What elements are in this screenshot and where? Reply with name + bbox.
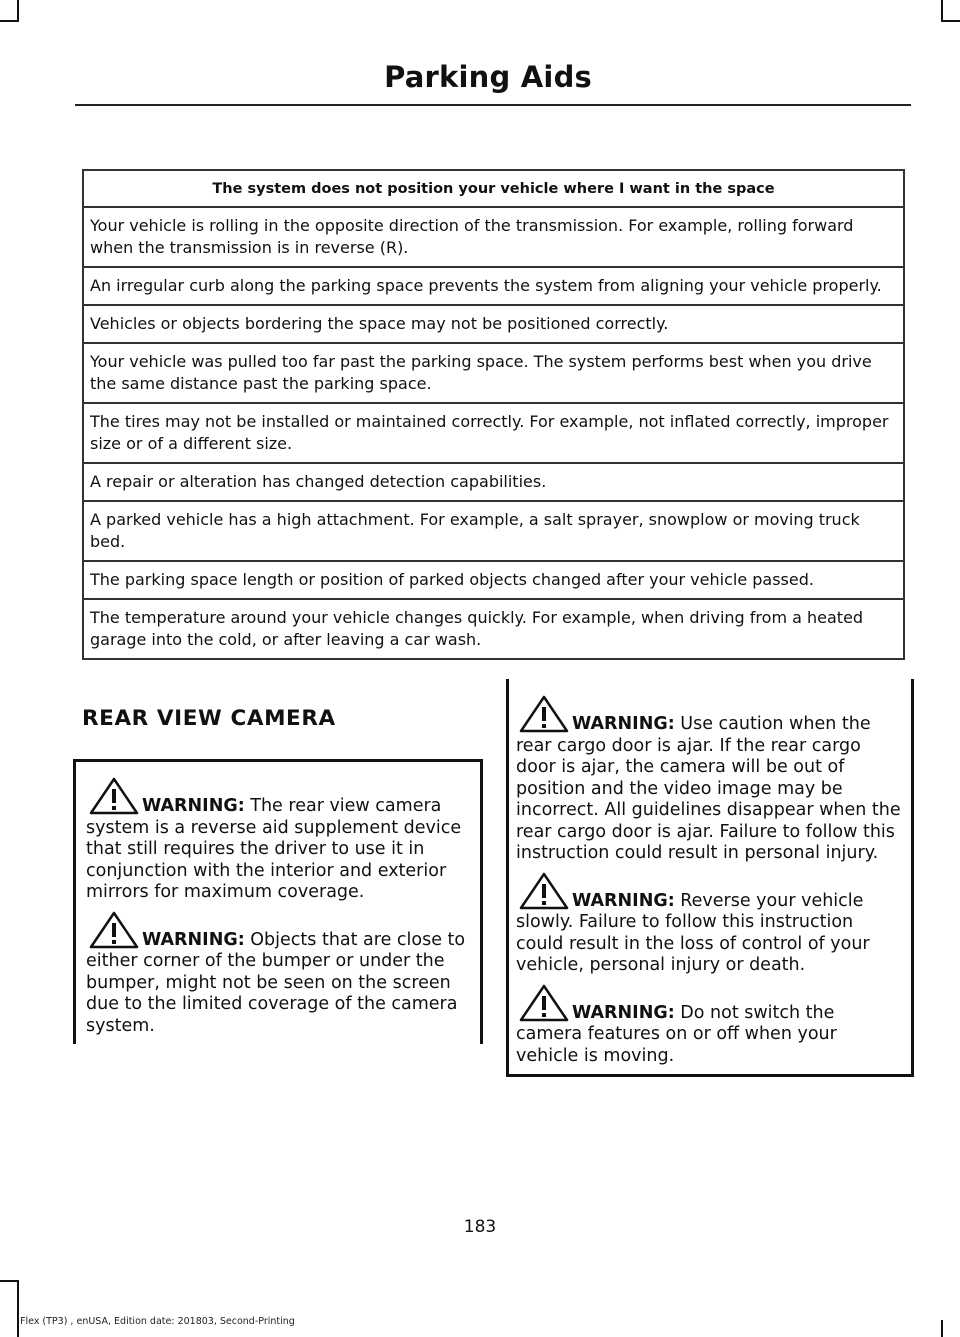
table-cell: The tires may not be installed or maintained correctly. For example, not inflated correctly, improper size or of a different size. xyxy=(83,403,904,463)
warning-triangle-icon xyxy=(518,694,570,734)
warning-text: Reverse your vehicle slowly. Failure to follow this instruction could result in the loss of control of your vehicle, personal injury or death. xyxy=(516,890,870,975)
table-cell: The temperature around your vehicle changes quickly. For example, when driving from a heated garage into the cold, or after leaving a car wash. xyxy=(83,599,904,659)
table-row xyxy=(83,207,904,267)
table-cell: Your vehicle was pulled too far past the parking space. The system performs best when you drive the same distance past the parking space. xyxy=(83,343,904,403)
table-row xyxy=(83,561,904,599)
warning-text: Use caution when the rear cargo door is ajar. If the rear cargo door is ajar, the camera will be out of position and the video image may be incorrect. All guidelines disappear when the rear cargo door is ajar. Failure to follow this instruction could result in personal injury. xyxy=(516,714,901,863)
warning-triangle-icon xyxy=(88,910,140,950)
table-row xyxy=(83,501,904,561)
warning-label: WARNING: xyxy=(142,796,245,816)
warning-label: WARNING: xyxy=(572,714,675,734)
crop-mark-top-left-h xyxy=(0,20,19,22)
table-row xyxy=(83,403,904,463)
warning-triangle-icon xyxy=(518,871,570,911)
table-cell: An irregular curb along the parking space prevents the system from aligning your vehicle properly. xyxy=(83,267,904,305)
warning-item xyxy=(516,1003,903,1068)
table-cell: Your vehicle is rolling in the opposite direction of the transmission. For example, rolling forward when the transmission is in reverse (R). xyxy=(83,207,904,267)
table-cell: Vehicles or objects bordering the space may not be positioned correctly. xyxy=(83,305,904,343)
warning-item xyxy=(516,891,903,977)
edition-footer: Flex (TP3) , enUSA, Edition date: 201803, Second-Printing xyxy=(20,1316,295,1327)
warning-item xyxy=(516,714,903,865)
table-cell: A parked vehicle has a high attachment. For example, a salt sprayer, snowplow or moving truck bed. xyxy=(83,501,904,561)
crop-mark-bottom-left-h xyxy=(0,1280,19,1282)
troubleshooting-table xyxy=(82,169,905,660)
warning-label: WARNING: xyxy=(142,929,245,950)
table-row xyxy=(83,343,904,403)
table-row xyxy=(83,267,904,305)
crop-mark-bottom-right xyxy=(941,1320,943,1337)
title-divider xyxy=(75,104,911,106)
warning-text: Do not switch the camera features on or off when your vehicle is moving. xyxy=(516,1002,837,1066)
table-cell: The parking space length or position of parked objects changed after your vehicle passed. xyxy=(83,561,904,599)
warning-box-left xyxy=(73,759,483,1044)
table-cell: A repair or alteration has changed detection capabilities. xyxy=(83,463,904,501)
crop-mark-top-left xyxy=(17,0,19,22)
page-title: Parking Aids xyxy=(384,60,592,94)
table-row xyxy=(83,599,904,659)
crop-mark-bottom-left xyxy=(17,1280,19,1337)
crop-mark-top-right-h xyxy=(941,20,960,22)
warning-item xyxy=(86,930,472,1038)
warning-box-right xyxy=(506,679,914,1077)
table-row xyxy=(83,305,904,343)
table-row xyxy=(83,463,904,501)
page-number: 183 xyxy=(463,1217,497,1237)
table-header-row xyxy=(83,170,904,207)
warning-triangle-icon xyxy=(88,776,140,816)
warning-triangle-icon xyxy=(518,983,570,1023)
table-header-cell: The system does not position your vehicle where I want in the space xyxy=(83,170,904,207)
section-heading: REAR VIEW CAMERA xyxy=(82,706,336,731)
warning-item xyxy=(86,796,472,904)
warning-text: Objects that are close to either corner of the bumper or under the bumper, might not be seen on the screen due to the limited coverage of the camera system. xyxy=(86,929,466,1036)
warning-label: WARNING: xyxy=(572,890,675,911)
crop-mark-top-right xyxy=(941,0,943,22)
warning-label: WARNING: xyxy=(572,1002,675,1023)
warning-text: The rear view camera system is a reverse aid supplement device that still requires the driver to use it in conjunction with the interior and exterior mirrors for maximum coverage. xyxy=(86,796,462,902)
